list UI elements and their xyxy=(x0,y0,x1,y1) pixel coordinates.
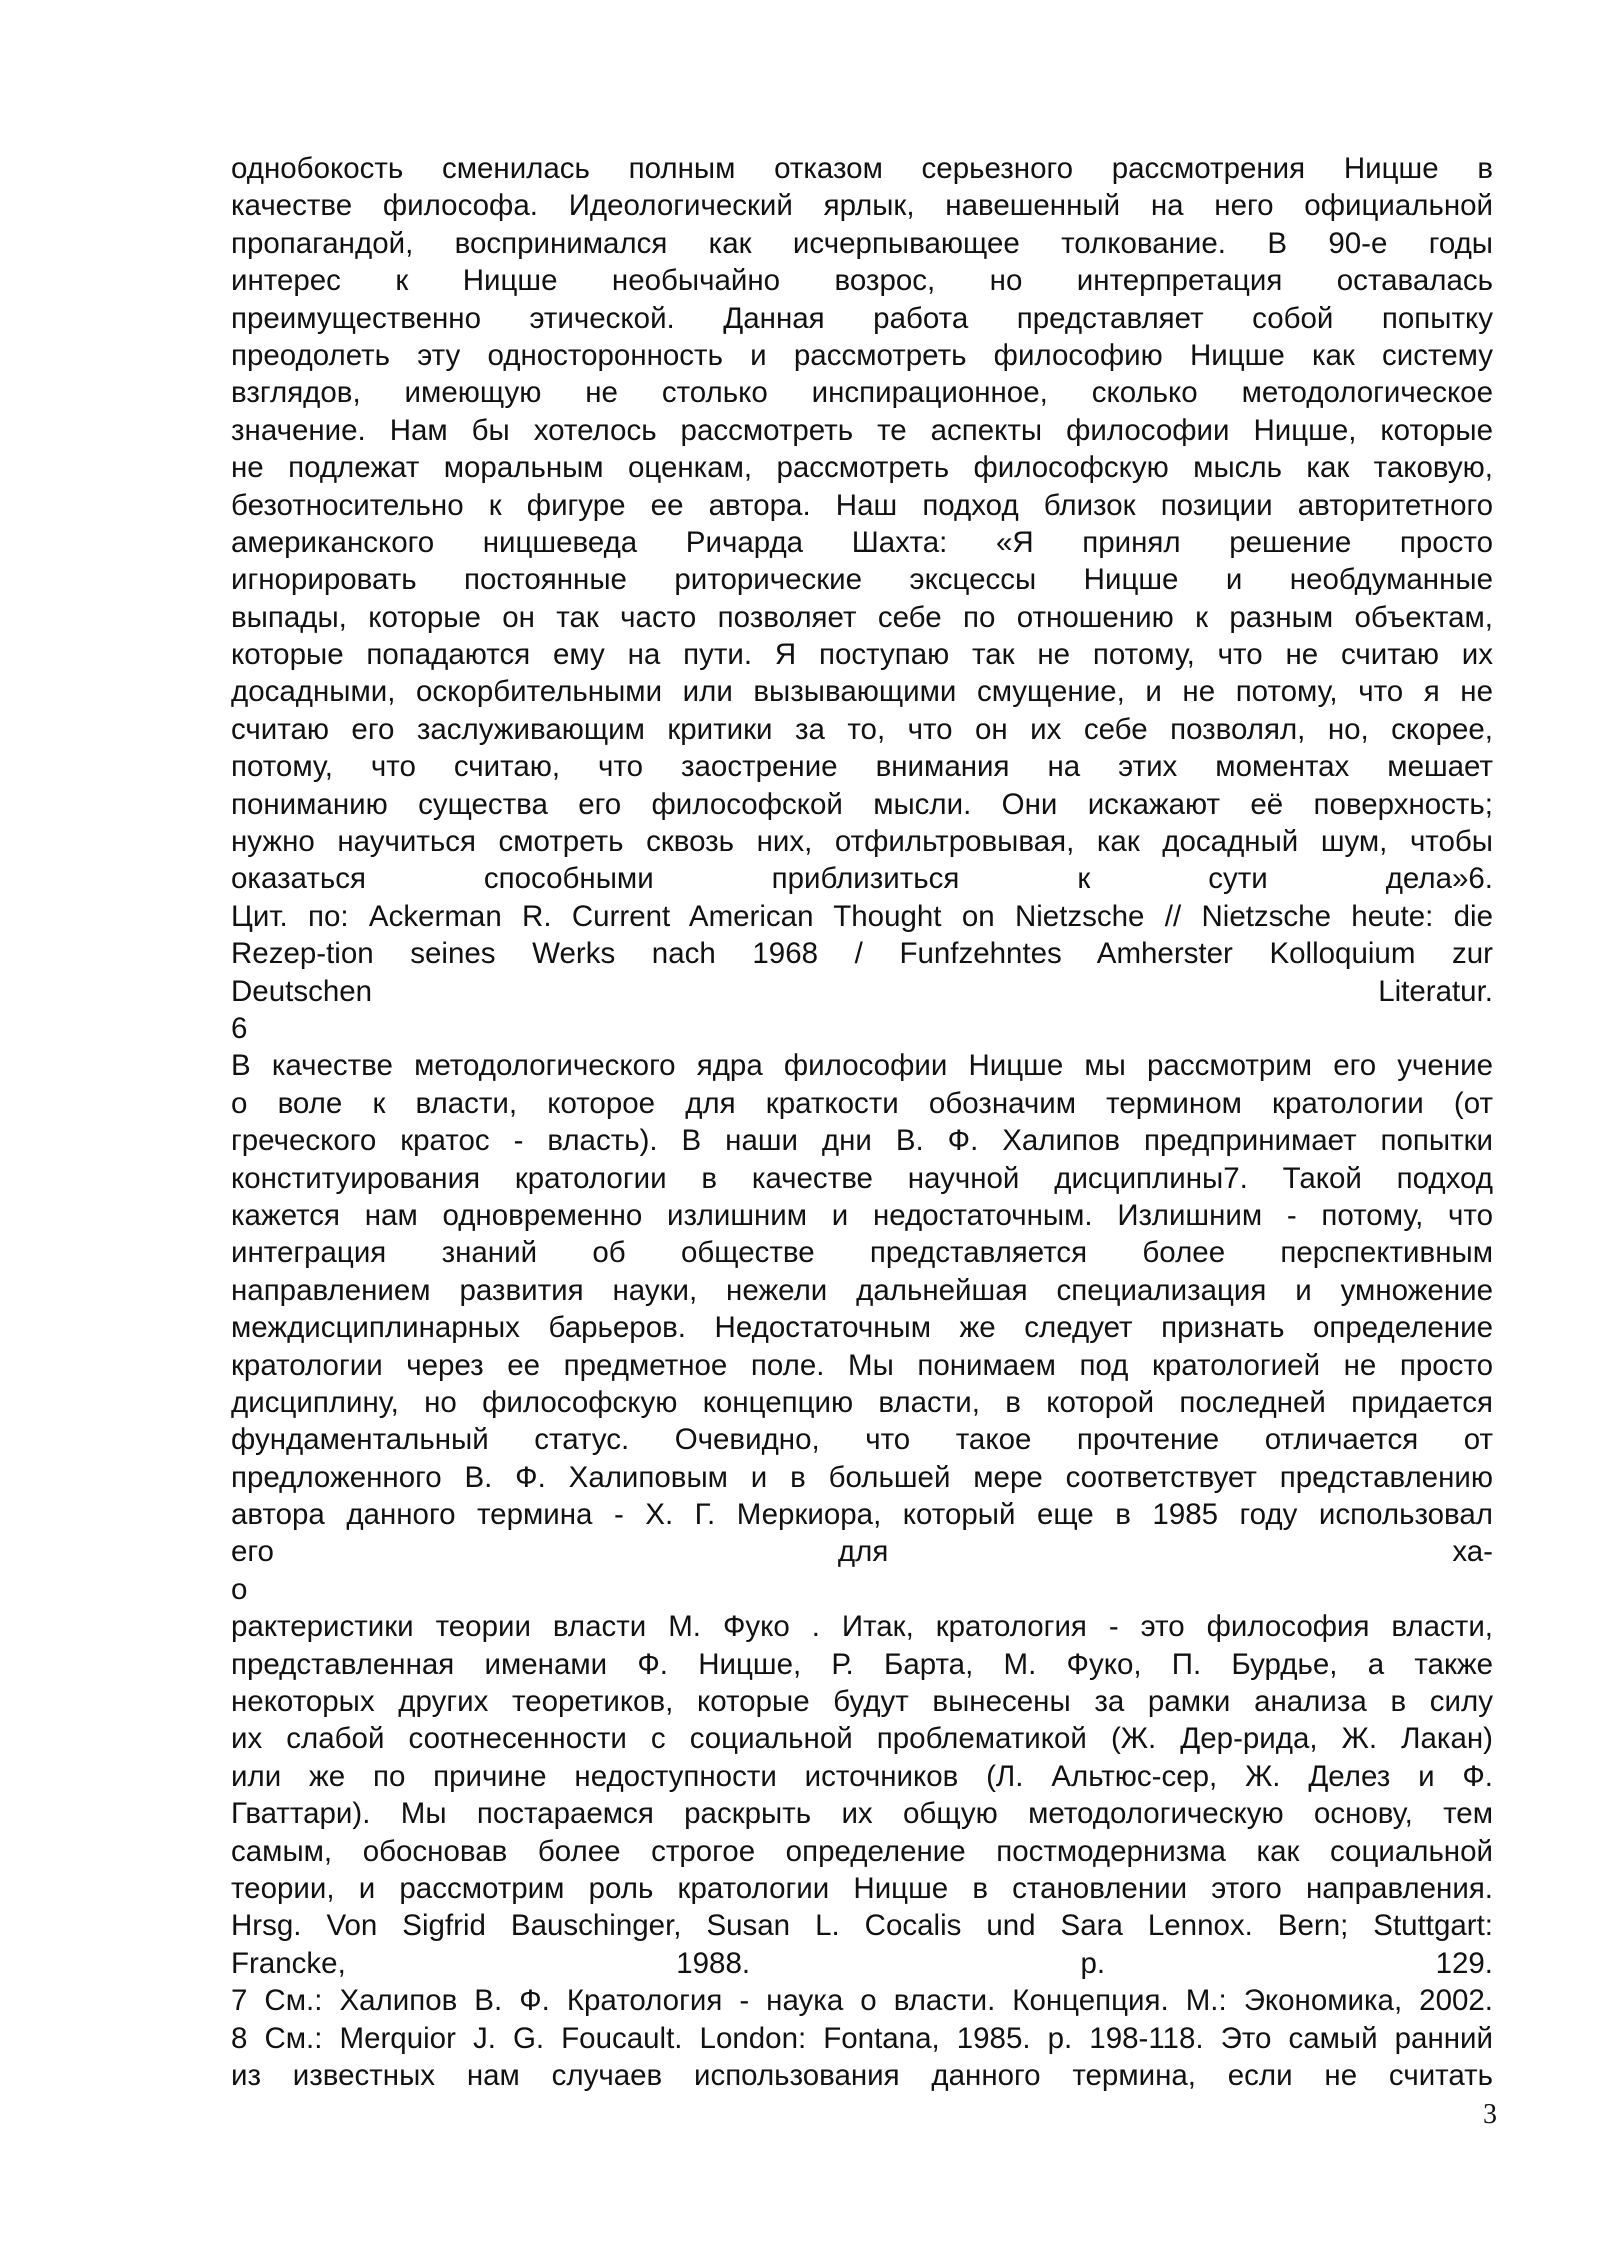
text-line: оказаться способными приблизиться к сути дела»6. xyxy=(231,862,1493,896)
text-line: качестве философа. Идеологический ярлык, навешенный на него официальной xyxy=(231,189,1493,223)
text-line: дисциплину, но философскую концепцию власти, в которой последней придается xyxy=(231,1385,1493,1419)
text-line: некоторых других теоретиков, которые будут вынесены за рамки анализа в силу xyxy=(231,1685,1493,1719)
text-line: взглядов, имеющую не столько инспирационное, сколько методологическое xyxy=(231,376,1493,410)
text-line: американского ницшеведа Ричарда Шахта: «Я принял решение просто xyxy=(231,525,1493,559)
text-line: преимущественно этической. Данная работа представляет собой попытку xyxy=(231,301,1493,335)
text-line: значение. Нам бы хотелось рассмотреть те аспекты философии Ницше, которые xyxy=(231,413,1493,447)
text-line: греческого кратос - власть). В наши дни В. Ф. Халипов предпринимает попытки xyxy=(231,1124,1493,1158)
text-line: или же по причине недоступности источников (Л. Альтюс-сер, Ж. Делез и Ф. xyxy=(231,1759,1493,1793)
text-line: кажется нам одновременно излишним и недостаточным. Излишним - потому, что xyxy=(231,1198,1493,1232)
text-line: которые попадаются ему на пути. Я поступаю так не потому, что не считаю их xyxy=(231,638,1493,672)
text-line: интеграция знаний об обществе представляется более перспективным xyxy=(231,1236,1493,1270)
footnote-line: Rezep-tion seines Werks nach 1968 / Funfzehntes Amherster Kolloquium zur xyxy=(231,937,1493,971)
text-line: конституирования кратологии в качестве научной дисциплины7. Такой подход xyxy=(231,1161,1493,1195)
text-line: предложенного В. Ф. Халиповым и в большей мере соответствует представлению xyxy=(231,1460,1493,1494)
text-line: игнорировать постоянные риторические эксцессы Ницше и необдуманные xyxy=(231,563,1493,597)
footnote-line: Hrsg. Von Sigfrid Bauschinger, Susan L. Cocalis und Sara Lennox. Bern; Stuttgart: xyxy=(231,1909,1493,1943)
text-line: пониманию существа его философской мысли. Они искажают её поверхность; xyxy=(231,787,1493,821)
text-line: выпады, которые он так часто позволяет себе по отношению к разным объектам, xyxy=(231,600,1493,634)
page-number: 3 xyxy=(1483,2099,1497,2130)
text-line: интерес к Ницше необычайно возрос, но интерпретация оставалась xyxy=(231,264,1493,298)
text-line: пропагандой, воспринимался как исчерпывающее толкование. В 90-е годы xyxy=(231,226,1493,260)
text-line: его для ха- xyxy=(231,1535,1493,1569)
text-line: фундаментальный статус. Очевидно, что такое прочтение отличается от xyxy=(231,1423,1493,1457)
text-line: о воле к власти, которое для краткости обозначим термином кратологии (от xyxy=(231,1086,1493,1120)
text-line: однобокость сменилась полным отказом серьезного рассмотрения Ницше в xyxy=(231,152,1493,185)
text-line: автора данного термина - Х. Г. Меркиора, который еще в 1985 году использовал xyxy=(231,1498,1493,1532)
body-text xyxy=(231,150,1493,2094)
text-line: теории, и рассмотрим роль кратологии Ницше в становлении этого направления. xyxy=(231,1871,1493,1905)
text-line: рактеристики теории власти М. Фуко . Итак, кратология - это философия власти, xyxy=(231,1610,1493,1644)
text-line: о xyxy=(231,1572,248,1606)
text-line: безотносительно к фигуре ее автора. Наш подход близок позиции авторитетного xyxy=(231,488,1493,522)
text-line: направлением развития науки, нежели дальнейшая специализация и умножение xyxy=(231,1273,1493,1307)
footnote-line: Цит. по: Ackerman R. Current American Thought on Nietzsche // Nietzsche heute: die xyxy=(231,899,1493,933)
footnote-line: Deutschen Literatur. xyxy=(231,974,1493,1008)
text-line: представленная именами Ф. Ницше, Р. Барта, М. Фуко, П. Бурдье, а также xyxy=(231,1647,1493,1681)
text-line: не подлежат моральным оценкам, рассмотреть философскую мысль как таковую, xyxy=(231,451,1493,485)
footnote-marker: 6 xyxy=(231,1011,248,1045)
footnote-line: 7 См.: Халипов В. Ф. Кратология - наука о власти. Концепция. М.: Экономика, 2002. xyxy=(231,1984,1493,2018)
text-line: преодолеть эту односторонность и рассмотреть философию Ницше как систему xyxy=(231,338,1493,372)
text-line: В качестве методологического ядра философии Ницше мы рассмотрим его учение xyxy=(231,1049,1493,1083)
text-line: нужно научиться смотреть сквозь них, отфильтровывая, как досадный шум, чтобы xyxy=(231,825,1493,859)
text-line: считаю его заслуживающим критики за то, что он их себе позволял, но, скорее, xyxy=(231,712,1493,746)
text-line: междисциплинарных барьеров. Недостаточным же следует признать определение xyxy=(231,1311,1493,1345)
text-line: досадными, оскорбительными или вызывающими смущение, и не потому, что я не xyxy=(231,675,1493,709)
text-line: их слабой соотнесенности с социальной проблематикой (Ж. Дер-рида, Ж. Лакан) xyxy=(231,1722,1493,1756)
footnote-line: Francke, 1988. р. 129. xyxy=(231,1946,1493,1980)
footnote-line: 8 См.: Merquior J. G. Foucault. London: Fontana, 1985. p. 198-118. Это самый ранний xyxy=(231,2021,1493,2055)
text-line: самым, обосновав более строгое определение постмодернизма как социальной xyxy=(231,1834,1493,1868)
footnote-line: из известных нам случаев использования данного термина, если не считать xyxy=(231,2058,1493,2092)
text-line: Гваттари). Мы постараемся раскрыть их общую методологическую основу, тем xyxy=(231,1797,1493,1831)
text-line: потому, что считаю, что заострение внимания на этих моментах мешает xyxy=(231,750,1493,784)
text-line: кратологии через ее предметное поле. Мы понимаем под кратологией не просто xyxy=(231,1348,1493,1382)
